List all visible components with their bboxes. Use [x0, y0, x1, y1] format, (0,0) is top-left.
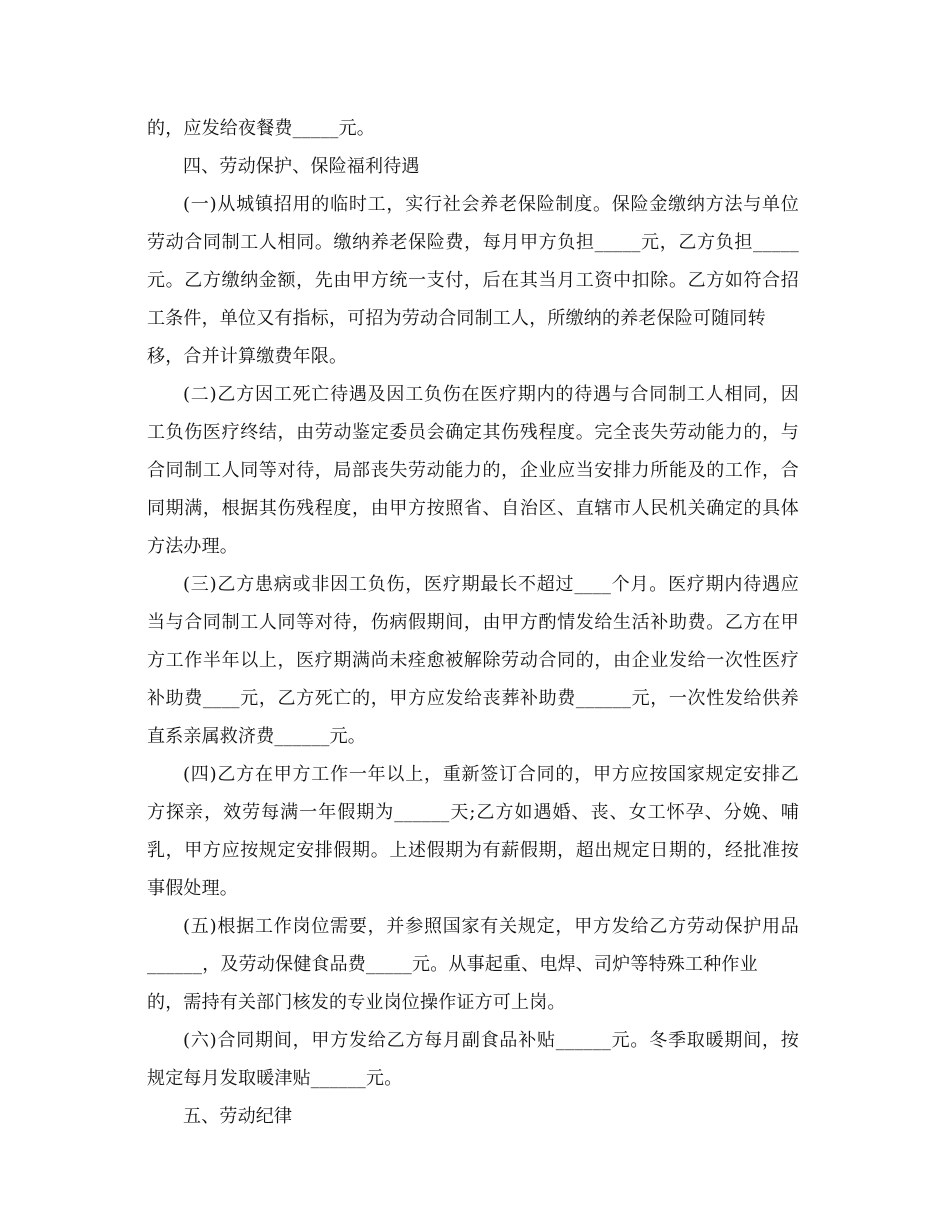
section-heading: 五、劳动纪律 [183, 1106, 293, 1127]
text-line: (二)乙方因工死亡待遇及因工负伤在医疗期内的待遇与合同制工人相同，因 [183, 384, 799, 405]
text-line: 直系亲属救济费______元。 [147, 726, 366, 747]
text-line: 规定每月发取暖津贴______元。 [147, 1068, 403, 1089]
text-line: 元。乙方缴纳金额，先由甲方统一支付，后在其当月工资中扣除。乙方如符合招 [147, 270, 799, 291]
text-line: 工条件，单位又有指标，可招为劳动合同制工人，所缴纳的养老保险可随同转 [147, 308, 766, 329]
text-line: 的，需持有关部门核发的专业岗位操作证方可上岗。 [147, 992, 566, 1013]
text-line: 劳动合同制工人相同。缴纳养老保险费，每月甲方负担_____元，乙方负担_____ [147, 232, 799, 253]
text-line: 的，应发给夜餐费_____元。 [147, 118, 375, 139]
text-line: (三)乙方患病或非因工负伤，医疗期最长不超过____个月。医疗期内待遇应 [183, 574, 799, 595]
text-line: 方工作半年以上，医疗期满尚未痊愈被解除劳动合同的，由企业发给一次性医疗 [147, 650, 799, 671]
text-line: (五)根据工作岗位需要，并参照国家有关规定，甲方发给乙方劳动保护用品 [183, 916, 799, 937]
text-line: 补助费____元，乙方死亡的，甲方应发给丧葬补助费______元，一次性发给供养 [147, 688, 799, 709]
text-line: 工负伤医疗终结，由劳动鉴定委员会确定其伤残程度。完全丧失劳动能力的，与 [147, 422, 799, 443]
text-line: (四)乙方在甲方工作一年以上，重新签订合同的，甲方应按国家规定安排乙 [183, 764, 799, 785]
text-line: 事假处理。 [147, 878, 238, 899]
text-line: ______，及劳动保健食品费_____元。从事起重、电焊、司炉等特殊工种作业 [147, 954, 758, 975]
text-line: 方探亲，效劳每满一年假期为______天;乙方如遇婚、丧、女工怀孕、分娩、哺 [147, 802, 799, 823]
text-line: 方法办理。 [147, 536, 238, 557]
text-line: 同期满，根据其伤残程度，由甲方按照省、自治区、直辖市人民机关确定的具体 [147, 498, 799, 519]
text-line: (一)从城镇招用的临时工，实行社会养老保险制度。保险金缴纳方法与单位 [183, 194, 799, 215]
text-line: 乳，甲方应按规定安排假期。上述假期为有薪假期，超出规定日期的，经批准按 [147, 840, 799, 861]
text-line: (六)合同期间，甲方发给乙方每月副食品补贴______元。冬季取暖期间，按 [183, 1030, 799, 1051]
section-heading: 四、劳动保护、保险福利待遇 [183, 156, 420, 177]
text-line: 合同制工人同等对待，局部丧失劳动能力的，企业应当安排力所能及的工作，合 [147, 460, 799, 481]
text-line: 当与合同制工人同等对待，伤病假期间，由甲方酌情发给生活补助费。乙方在甲 [147, 612, 799, 633]
text-line: 移，合并计算缴费年限。 [147, 346, 348, 367]
